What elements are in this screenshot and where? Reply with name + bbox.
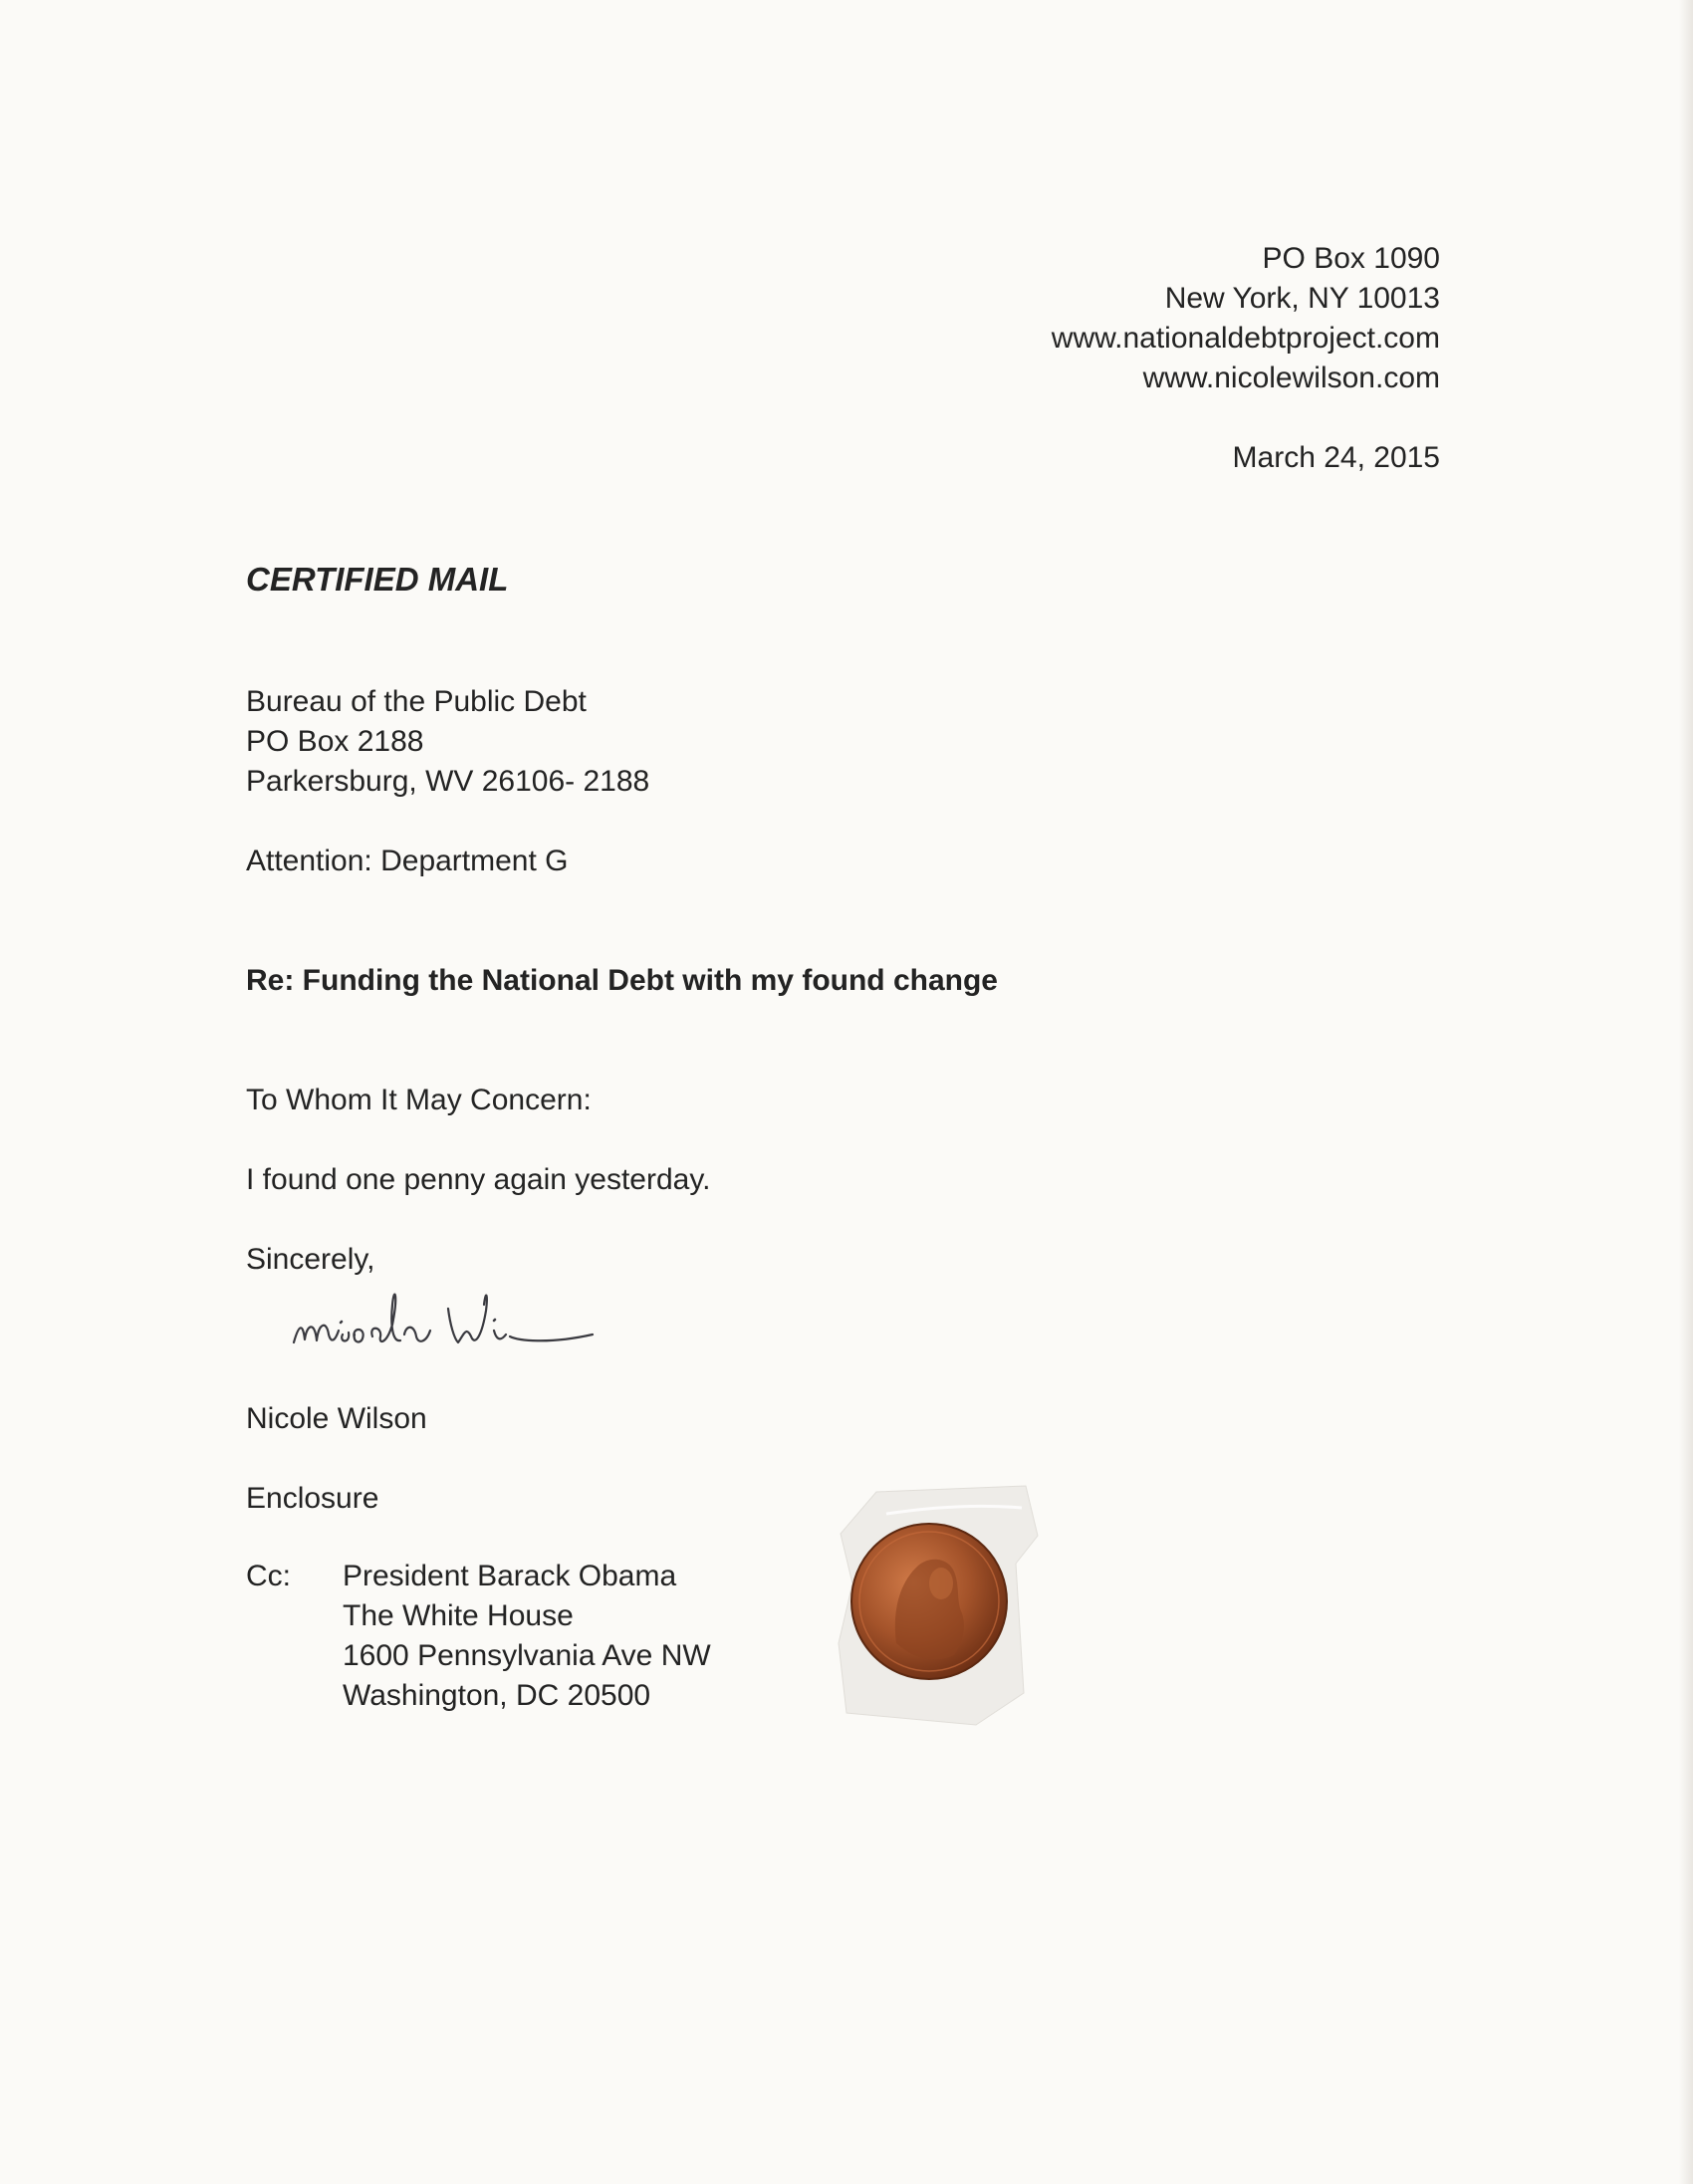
sender-address-line1: PO Box 1090 bbox=[1262, 242, 1440, 275]
cc-address-line1: The White House bbox=[343, 1599, 574, 1632]
cc-address-line2: 1600 Pennsylvania Ave NW bbox=[343, 1639, 711, 1672]
penny-enclosure bbox=[827, 1474, 1046, 1733]
subject-line: Re: Funding the National Debt with my found change bbox=[246, 964, 998, 997]
recipient-address-line1: PO Box 2188 bbox=[246, 725, 424, 758]
delivery-method: CERTIFIED MAIL bbox=[246, 561, 509, 598]
attention-line: Attention: Department G bbox=[246, 845, 569, 877]
recipient-address-line2: Parkersburg, WV 26106- 2188 bbox=[246, 765, 650, 798]
sender-website-1: www.nationaldebtproject.com bbox=[1051, 322, 1440, 355]
sender-website-2: www.nicolewilson.com bbox=[1142, 362, 1440, 394]
cc-label: Cc: bbox=[246, 1560, 291, 1592]
signer-name: Nicole Wilson bbox=[246, 1402, 427, 1435]
cc-name: President Barack Obama bbox=[343, 1560, 677, 1592]
letter-body: I found one penny again yesterday. bbox=[246, 1163, 711, 1196]
enclosure-label: Enclosure bbox=[246, 1482, 379, 1515]
page-edge-shadow bbox=[1679, 0, 1693, 2184]
cc-address-line3: Washington, DC 20500 bbox=[343, 1679, 651, 1712]
closing: Sincerely, bbox=[246, 1243, 375, 1276]
penny-icon bbox=[851, 1524, 1007, 1679]
recipient-name: Bureau of the Public Debt bbox=[246, 685, 587, 718]
salutation: To Whom It May Concern: bbox=[246, 1084, 592, 1116]
signature-image bbox=[289, 1265, 627, 1374]
sender-address-line2: New York, NY 10013 bbox=[1164, 282, 1440, 315]
letter-date: March 24, 2015 bbox=[1232, 441, 1440, 474]
